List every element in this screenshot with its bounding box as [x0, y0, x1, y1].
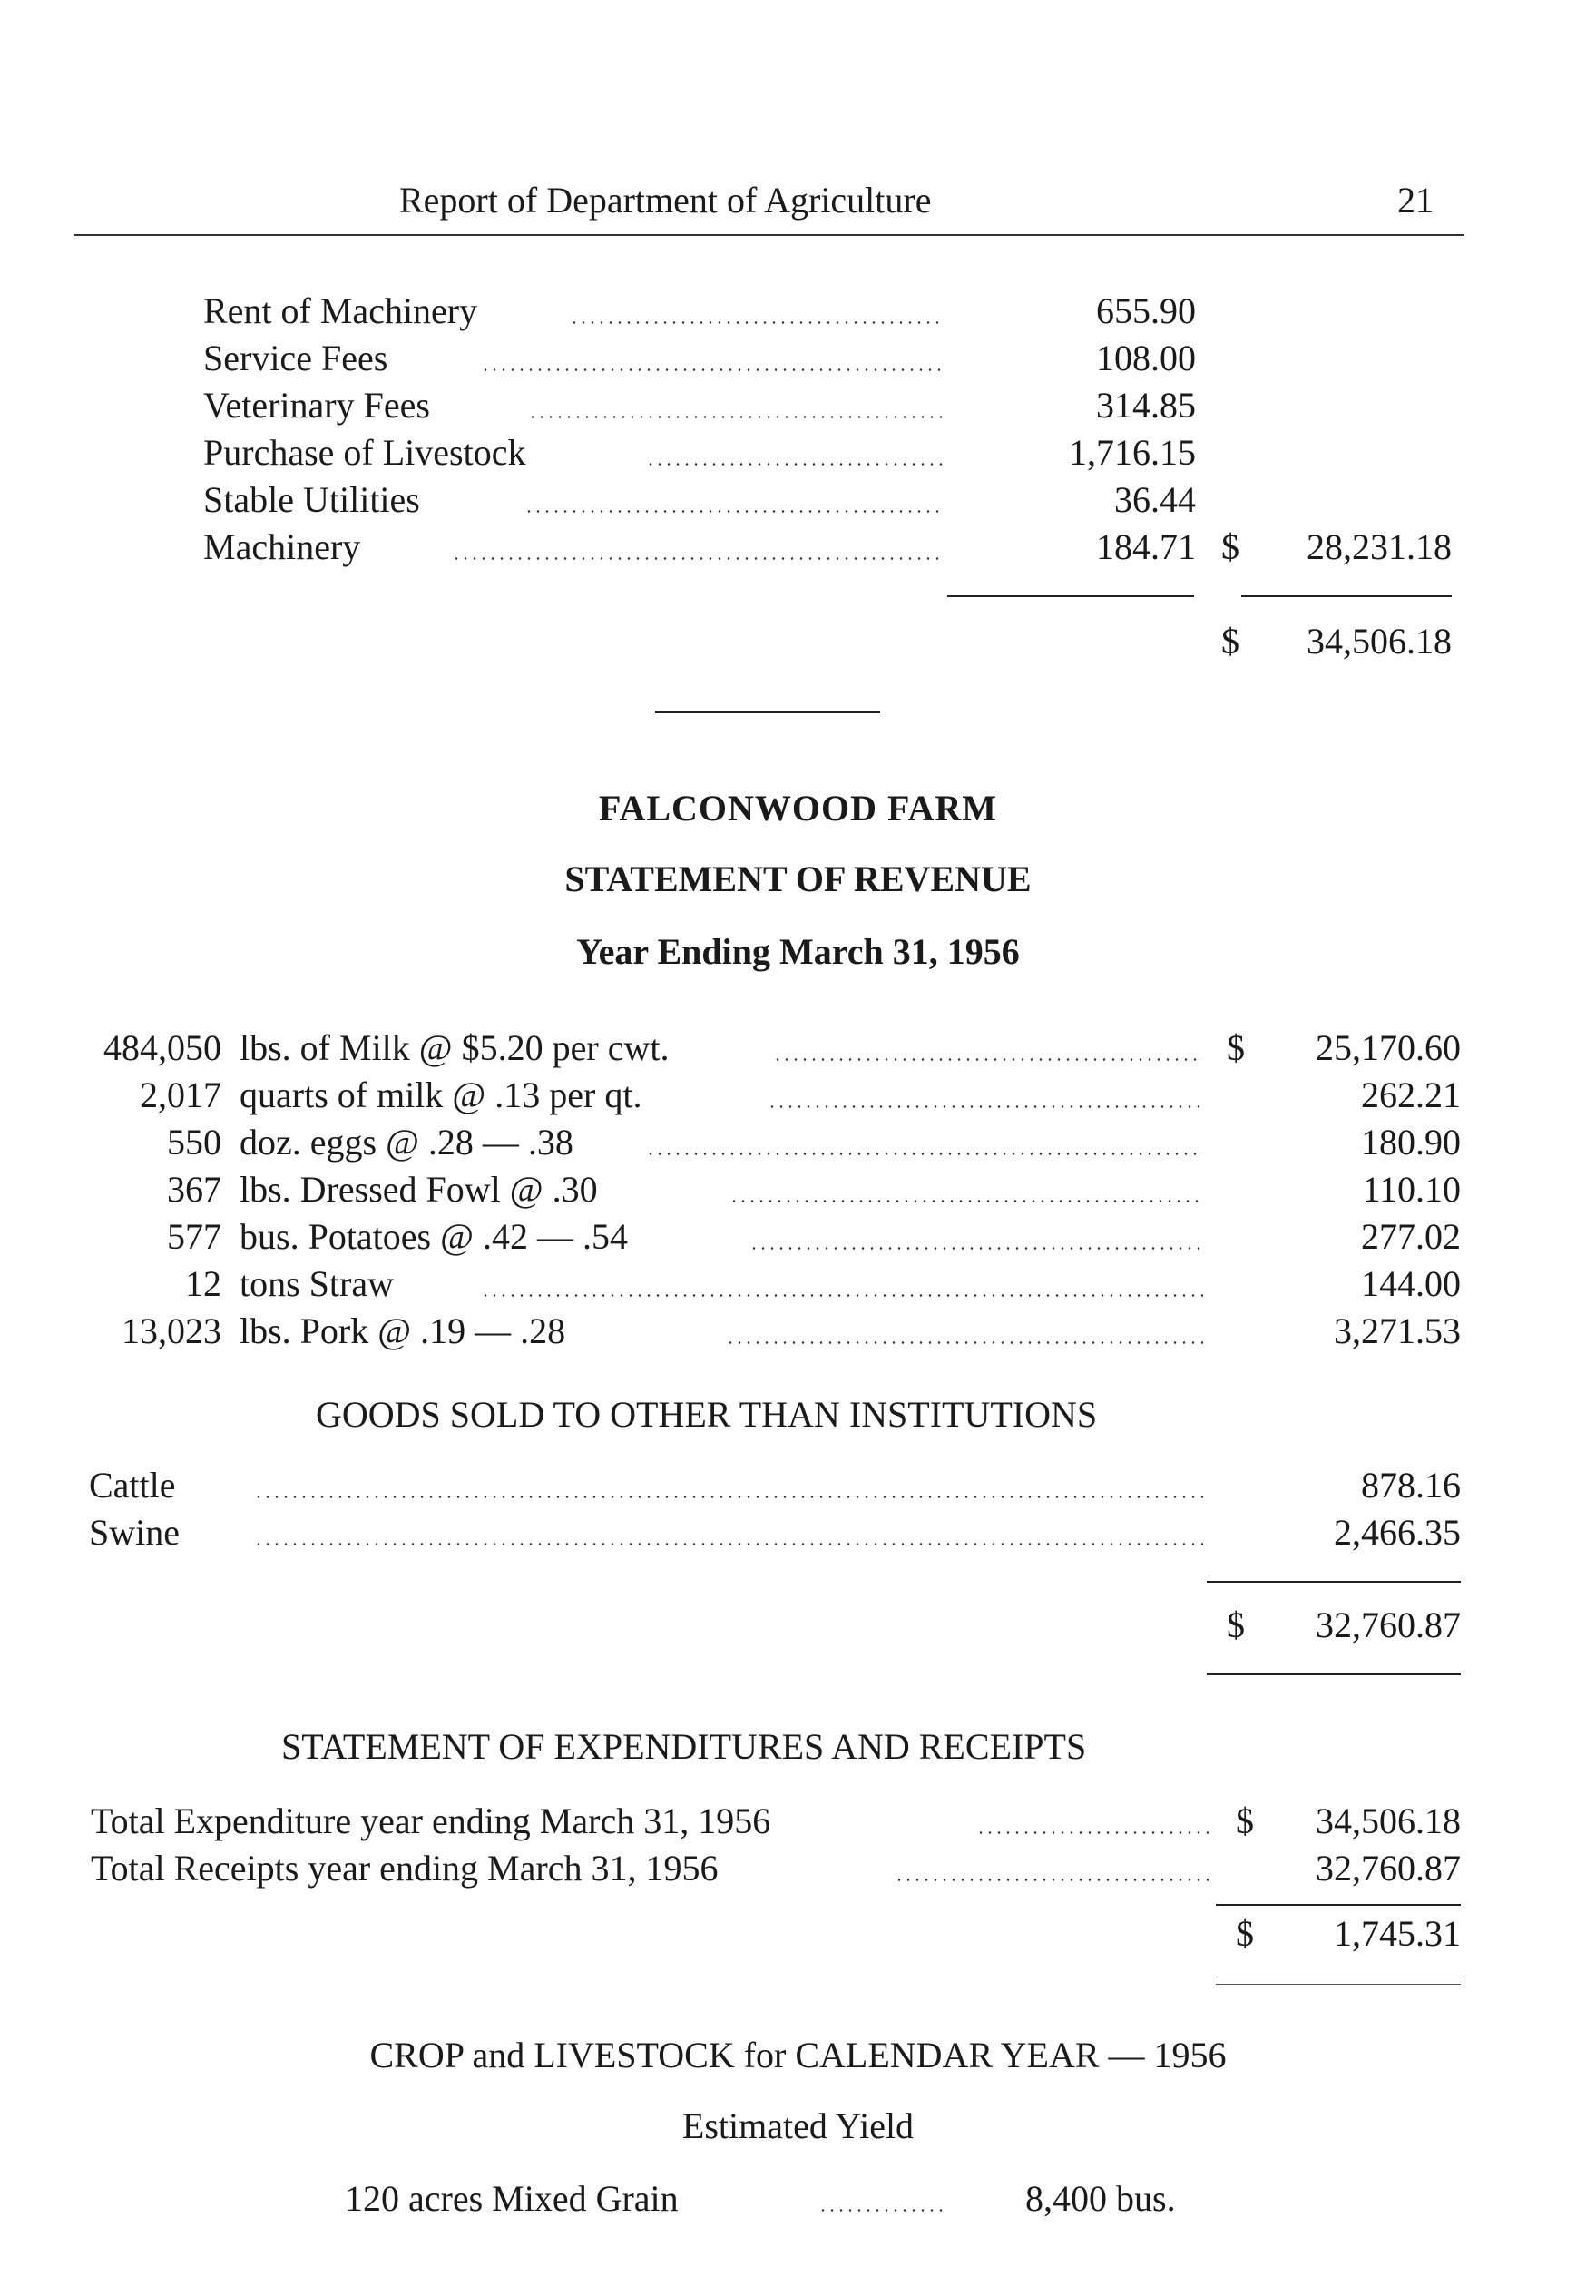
expense-label: Machinery [203, 526, 361, 567]
dot-leader [254, 1496, 1203, 1498]
dot-leader [976, 1831, 1214, 1834]
expense-row [0, 289, 1596, 334]
dot-leader [749, 1247, 1203, 1250]
revenue-amount: 262.21 [1361, 1074, 1461, 1115]
dot-leader [646, 1153, 1203, 1155]
running-header-title: Report of Department of Agriculture [399, 180, 932, 221]
revenue-qty: 12 [185, 1263, 221, 1304]
currency-sign: $ [1236, 1800, 1254, 1841]
dot-leader [895, 1879, 1214, 1881]
statement-title: STATEMENT OF REVENUE [564, 859, 1032, 899]
amount-column-rule [947, 595, 1194, 597]
statement-period: Year Ending March 31, 1956 [576, 931, 1020, 972]
revenue-total-rule [1207, 1581, 1461, 1583]
revenue-row [0, 1073, 1596, 1118]
revenue-amount: 144.00 [1361, 1263, 1461, 1304]
goods-row [0, 1510, 1596, 1555]
exp-receipts-row [0, 1846, 1596, 1891]
expense-row [0, 525, 1596, 570]
crop-label: 120 acres Mixed Grain [345, 2178, 679, 2219]
revenue-row [0, 1120, 1596, 1165]
exp-receipts-row [0, 1799, 1596, 1844]
expense-amount: 36.44 [1114, 479, 1196, 520]
difference-rule [1216, 1904, 1461, 1906]
crop-subheading: Estimated Yield [681, 2105, 915, 2146]
revenue-row [0, 1167, 1596, 1212]
header-rule [74, 234, 1464, 236]
revenue-amount: 3,271.53 [1334, 1310, 1461, 1351]
crop-heading: CROP and LIVESTOCK for CALENDAR YEAR — 1956 [369, 2035, 1227, 2075]
expense-subtotal: 28,231.18 [1307, 526, 1452, 567]
expense-row [0, 477, 1596, 523]
revenue-desc: quarts of milk @ .13 per qt. [240, 1074, 642, 1115]
dot-leader [646, 463, 944, 466]
exp-receipts-label: Total Receipts year ending March 31, 1956 [91, 1848, 719, 1889]
expense-label: Rent of Machinery [203, 290, 478, 331]
goods-amount: 878.16 [1361, 1465, 1461, 1506]
expense-amount: 655.90 [1096, 290, 1196, 331]
currency-sign: $ [1236, 1913, 1254, 1954]
revenue-row [0, 1309, 1596, 1354]
currency-sign: $ [1221, 621, 1239, 662]
currency-sign: $ [1221, 526, 1239, 567]
exp-receipts-heading: STATEMENT OF EXPENDITURES AND RECEIPTS [281, 1726, 1087, 1767]
revenue-qty: 367 [167, 1169, 221, 1210]
goods-label: Swine [89, 1512, 180, 1553]
expense-amount: 314.85 [1096, 385, 1196, 426]
crop-yield: 8,400 bus. [1025, 2178, 1176, 2219]
expense-row [0, 336, 1596, 381]
revenue-desc: lbs. Dressed Fowl @ .30 [240, 1169, 598, 1210]
dot-leader [481, 1294, 1203, 1297]
expense-label: Stable Utilities [203, 479, 420, 520]
exp-receipts-amount: 34,506.18 [1316, 1800, 1461, 1841]
revenue-total: 32,760.87 [1316, 1604, 1461, 1645]
total-column-rule [1241, 595, 1452, 597]
revenue-qty: 13,023 [122, 1310, 221, 1351]
expense-label: Purchase of Livestock [203, 432, 526, 473]
revenue-row [0, 1261, 1596, 1307]
goods-label: Cattle [89, 1465, 176, 1506]
farm-name: FALCONWOOD FARM [598, 788, 998, 829]
expense-amount: 1,716.15 [1069, 432, 1196, 473]
goods-row [0, 1463, 1596, 1508]
expense-row [0, 383, 1596, 428]
goods-amount: 2,466.35 [1334, 1512, 1461, 1553]
exp-receipts-amount: 32,760.87 [1316, 1848, 1461, 1889]
revenue-desc: bus. Potatoes @ .42 — .54 [240, 1216, 628, 1257]
revenue-amount: 110.10 [1362, 1169, 1461, 1210]
currency-sign: $ [1227, 1604, 1245, 1645]
difference-double-rule-bottom [1216, 1984, 1461, 1985]
revenue-qty: 2,017 [140, 1074, 221, 1115]
dot-leader [524, 510, 944, 513]
dot-leader [481, 368, 944, 371]
dot-leader [773, 1058, 1203, 1061]
expense-row [0, 430, 1596, 476]
expense-label: Service Fees [203, 338, 388, 378]
revenue-desc: lbs. of Milk @ $5.20 per cwt. [240, 1027, 670, 1068]
dot-leader [254, 1543, 1203, 1545]
dot-leader [726, 1341, 1203, 1344]
revenue-row [0, 1214, 1596, 1260]
revenue-total-underline [1207, 1673, 1461, 1675]
expense-grand-total: 34,506.18 [1307, 621, 1452, 662]
revenue-desc: lbs. Pork @ .19 — .28 [240, 1310, 566, 1351]
difference-amount: 1,745.31 [1334, 1913, 1461, 1954]
dot-leader [528, 416, 944, 418]
expense-amount: 108.00 [1096, 338, 1196, 378]
dot-leader [570, 321, 944, 324]
dot-leader [818, 2209, 944, 2212]
revenue-row [0, 1025, 1596, 1071]
expense-amount: 184.71 [1096, 526, 1196, 567]
section-divider [655, 711, 880, 713]
revenue-amount: 180.90 [1361, 1122, 1461, 1163]
revenue-amount: 25,170.60 [1316, 1027, 1461, 1068]
revenue-desc: doz. eggs @ .28 — .38 [240, 1122, 573, 1163]
exp-receipts-label: Total Expenditure year ending March 31, 1956 [91, 1800, 771, 1841]
revenue-qty: 550 [167, 1122, 221, 1163]
revenue-amount: 277.02 [1361, 1216, 1461, 1257]
revenue-desc: tons Straw [240, 1263, 394, 1304]
dot-leader [729, 1200, 1203, 1202]
crop-row [0, 2176, 1596, 2222]
revenue-qty: 484,050 [103, 1027, 221, 1068]
page-number: 21 [1397, 180, 1434, 221]
dot-leader [452, 557, 944, 560]
currency-sign: $ [1227, 1027, 1245, 1068]
revenue-qty: 577 [167, 1216, 221, 1257]
goods-sold-heading: GOODS SOLD TO OTHER THAN INSTITUTIONS [316, 1394, 1098, 1435]
dot-leader [768, 1105, 1203, 1108]
expense-label: Veterinary Fees [203, 385, 430, 426]
